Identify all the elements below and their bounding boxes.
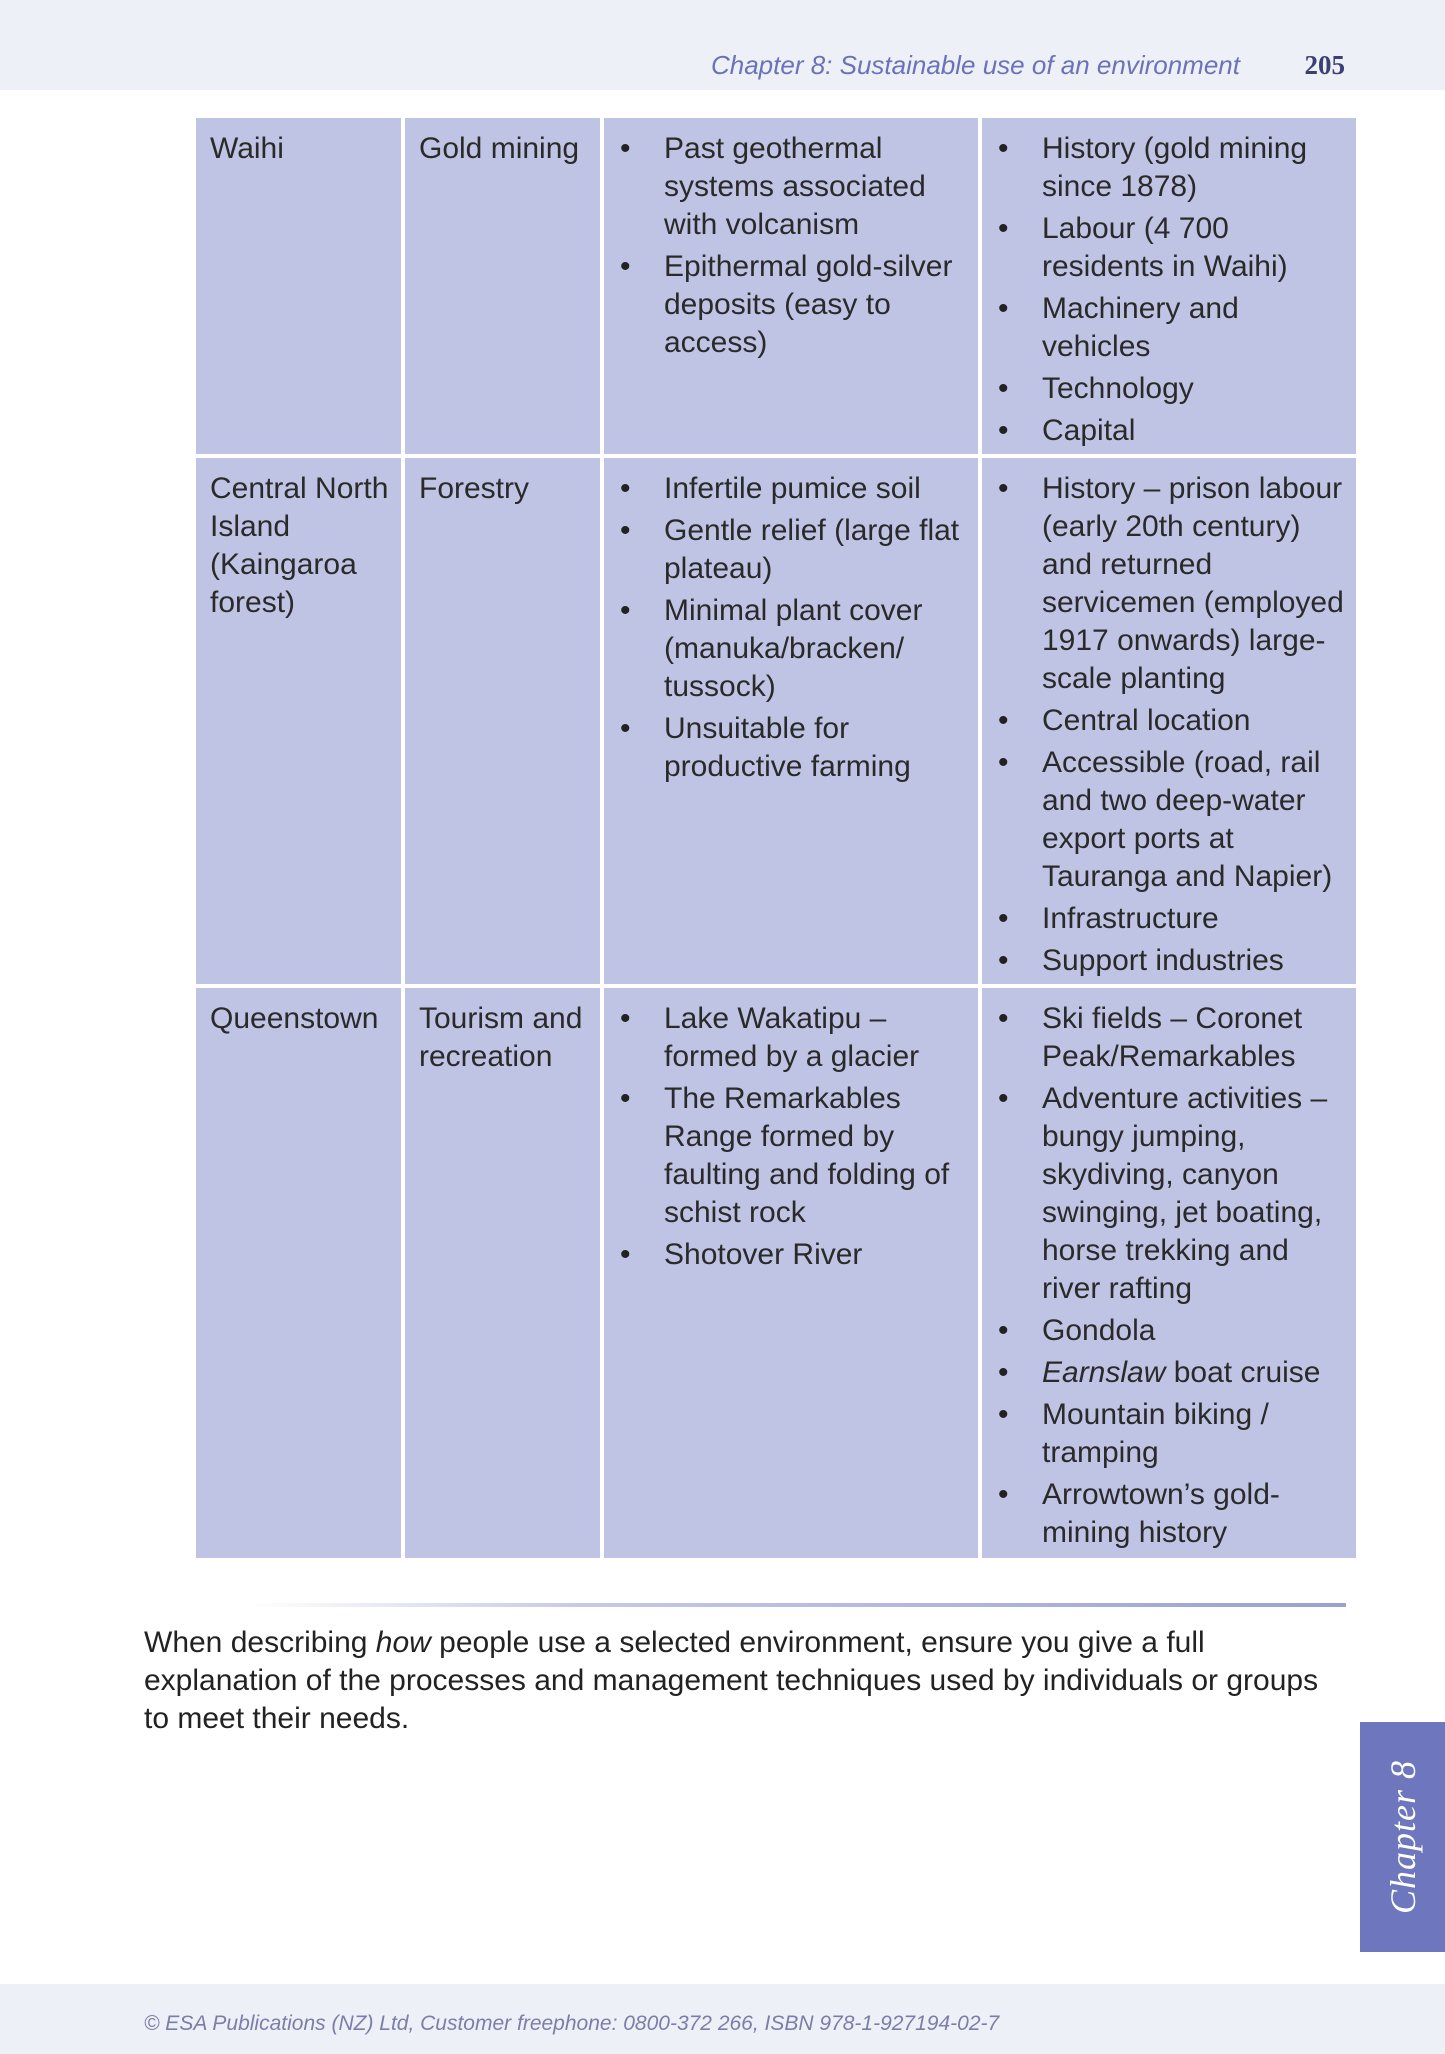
list-item: • Adventure activities – bungy jumping, skydiving, canyon swinging, jet boating, horse trekking and river rafting xyxy=(996,1080,1346,1308)
chapter-tab-label: Chapter 8 xyxy=(1382,1759,1423,1915)
list-item: • Central location xyxy=(996,702,1346,740)
page-number: 205 xyxy=(1304,50,1345,80)
list-item: • Capital xyxy=(996,412,1346,450)
list-item: • Shotover River xyxy=(618,1236,968,1274)
list-item: • Epithermal gold-silver deposits (easy to access) xyxy=(618,248,968,362)
list-item: • Accessible (road, rail and two deep-water export ports at Tauranga and Napier) xyxy=(996,744,1346,896)
place-cell: Waihi xyxy=(196,118,401,454)
natural-features-cell xyxy=(604,988,978,1558)
list-item: • History (gold mining since 1878) xyxy=(996,130,1346,206)
table-row xyxy=(196,988,1356,1558)
list-item: • Past geothermal systems associated with volcanism xyxy=(618,130,968,244)
list-item: • Minimal plant cover (manuka/bracken/ tussock) xyxy=(618,592,968,706)
boat-name: Earnslaw xyxy=(1042,1356,1166,1389)
list-item: • Technology xyxy=(996,370,1346,408)
page-header xyxy=(0,0,1445,90)
activity-cell: Tourism and recreation xyxy=(405,988,600,1558)
list-item: • The Remarkables Range formed by faulting and folding of schist rock xyxy=(618,1080,968,1232)
note-text-end: people use a selected environment, ensure you give a full explanation of the processes and management techniques used by individuals or groups to meet their needs. xyxy=(144,1626,1319,1735)
copyright-line: © ESA Publications (NZ) Ltd, Customer freephone: 0800-372 266, ISBN 978-1-927194-02-7 xyxy=(144,2012,1000,2035)
list-item: • Infertile pumice soil xyxy=(618,470,968,508)
activity-cell: Gold mining xyxy=(405,118,600,454)
list-item: • Earnslaw boat cruise xyxy=(996,1354,1346,1392)
list-item: • Lake Wakatipu – formed by a glacier xyxy=(618,1000,968,1076)
list-item: • Ski fields – Coronet Peak/Remarkables xyxy=(996,1000,1346,1076)
chapter-title: Chapter 8: Sustainable use of an environment xyxy=(710,50,1240,80)
natural-features-cell xyxy=(604,458,978,984)
list-item: • Arrowtown’s gold-mining history xyxy=(996,1476,1346,1552)
study-tip xyxy=(144,1624,1344,1738)
list-item: • Machinery and vehicles xyxy=(996,290,1346,366)
page-footer xyxy=(0,1984,1445,2054)
list-item: • History – prison labour (early 20th century) and returned servicemen (employed 1917 onwards) large-scale planting xyxy=(996,470,1346,698)
list-item: • Mountain biking / tramping xyxy=(996,1396,1346,1472)
cultural-features-cell xyxy=(982,988,1356,1558)
list-item: • Support industries xyxy=(996,942,1346,980)
cultural-features-cell xyxy=(982,458,1356,984)
note-emphasis: how xyxy=(375,1626,431,1659)
natural-features-cell xyxy=(604,118,978,454)
list-item: • Gondola xyxy=(996,1312,1346,1350)
environment-table xyxy=(192,114,1360,1562)
note-text-start: When describing xyxy=(144,1626,376,1659)
activity-cell: Forestry xyxy=(405,458,600,984)
place-cell: Central North Island (Kaingaroa forest) xyxy=(196,458,401,984)
cultural-features-cell xyxy=(982,118,1356,454)
place-cell: Queenstown xyxy=(196,988,401,1558)
table-row xyxy=(196,458,1356,984)
list-item: • Infrastructure xyxy=(996,900,1346,938)
list-item: • Gentle relief (large flat plateau) xyxy=(618,512,968,588)
chapter-tab xyxy=(1360,1722,1445,1952)
section-divider xyxy=(250,1603,1346,1607)
list-item: • Unsuitable for productive farming xyxy=(618,710,968,786)
list-item: • Labour (4 700 residents in Waihi) xyxy=(996,210,1346,286)
table-row xyxy=(196,118,1356,454)
